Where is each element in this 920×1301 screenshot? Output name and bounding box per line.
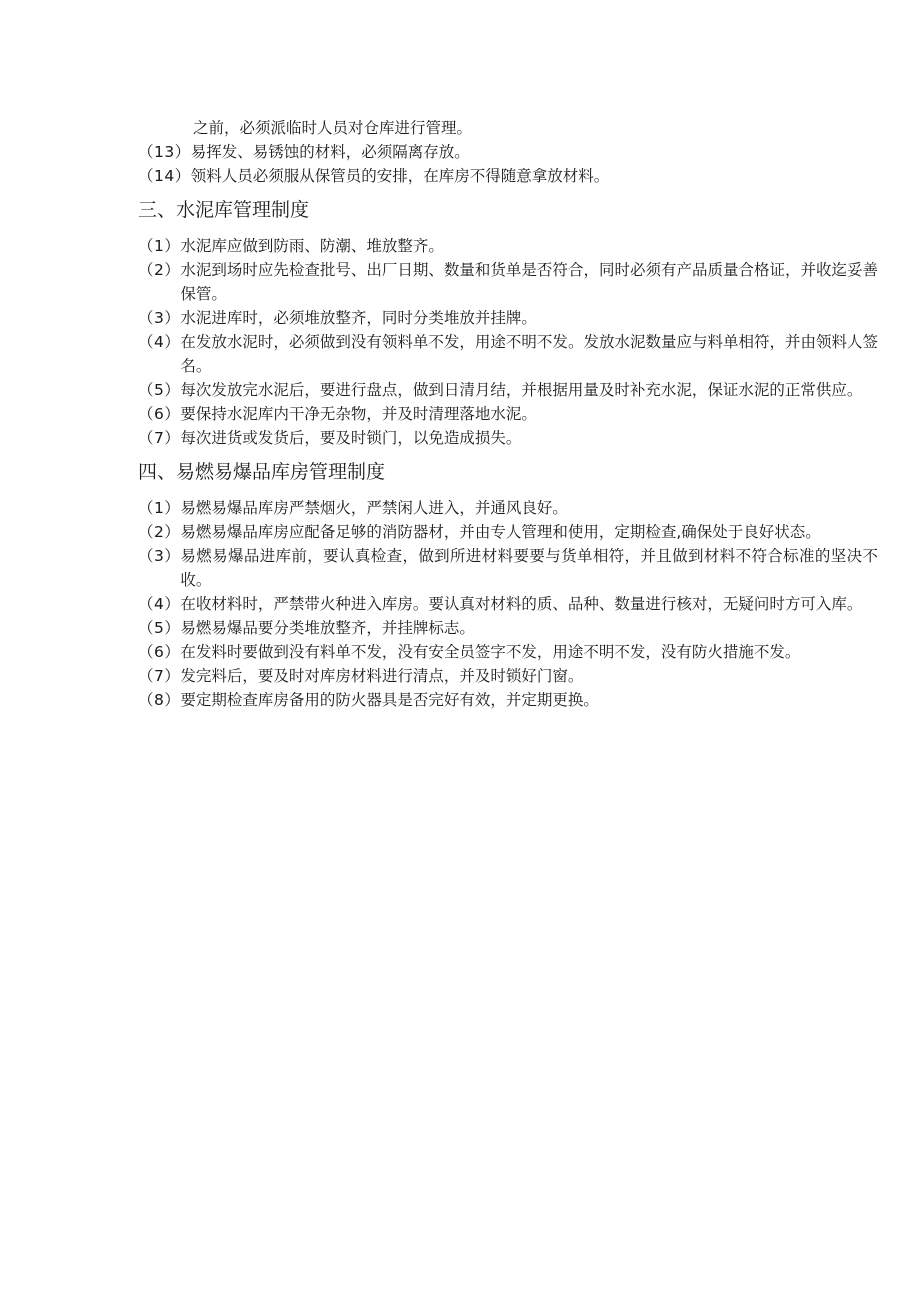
list-item (138, 164, 878, 188)
list-item (138, 520, 878, 544)
list-item (138, 544, 878, 592)
list-item (138, 330, 878, 378)
item-number: （3） (138, 547, 181, 565)
section-heading: 三、水泥库管理制度 (138, 199, 310, 221)
item-text: 要定期检查库房备用的防火器具是否完好有效，并定期更换。 (180, 691, 599, 709)
item-number: （1） (138, 499, 181, 517)
item-text: 易燃易爆品要分类堆放整齐，并挂牌标志。 (180, 619, 475, 637)
item-text: 要保持水泥库内干净无杂物，并及时清理落地水泥。 (180, 405, 537, 423)
item-text: 在发料时要做到没有料单不发，没有安全员签字不发，用途不明不发，没有防火措施不发。 (180, 643, 801, 661)
list-item (138, 616, 878, 640)
section-heading: 四、易燃易爆品库房管理制度 (138, 461, 386, 483)
list-item (138, 234, 878, 258)
list-item (138, 258, 878, 306)
section-cement-warehouse (138, 196, 878, 450)
item-number: （2） (138, 261, 181, 279)
item-number: （7） (138, 429, 181, 447)
list-item (138, 140, 878, 164)
item-number: （6） (138, 643, 181, 661)
item-text: 发完料后，要及时对库房材料进行清点，并及时锁好门窗。 (180, 667, 584, 685)
item-text: 易燃易爆品库房应配备足够的消防器材，并由专人管理和使用，定期检查,确保处于良好状态。 (180, 523, 821, 541)
section-flammable-warehouse (138, 458, 878, 712)
item-text: 在收材料时，严禁带火种进入库房。要认真对材料的质、品种、数量进行核对，无疑问时方可入库。 (180, 595, 863, 613)
item-text: 每次进货或发货后，要及时锁门，以免造成损失。 (180, 429, 522, 447)
item-number: （14） (138, 167, 191, 185)
item-number: （2） (138, 523, 181, 541)
list-item (138, 688, 878, 712)
document-body (138, 116, 878, 712)
item-text: 领料人员必须服从保管员的安排，在库房不得随意拿放材料。 (190, 167, 610, 185)
item-number: （5） (138, 619, 181, 637)
intro-block (138, 116, 878, 188)
item-continuation: 之前，必须派临时人员对仓库进行管理。 (193, 119, 473, 137)
item-number: （6） (138, 405, 181, 423)
list-item (138, 664, 878, 688)
item-number: （3） (138, 309, 181, 327)
item-text: 易挥发、易锈蚀的材料，必须隔离存放。 (190, 143, 470, 161)
item-text: 易燃易爆品库房严禁烟火，严禁闲人进入，并通风良好。 (180, 499, 568, 517)
item-number: （1） (138, 237, 181, 255)
item-text: 在发放水泥时，必须做到没有领料单不发，用途不明不发。发放水泥数量应与料单相符，并由领料人签名。 (180, 333, 878, 375)
item-number: （4） (138, 595, 181, 613)
list-item (138, 426, 878, 450)
list-item (138, 640, 878, 664)
list-item (138, 592, 878, 616)
list-item (138, 402, 878, 426)
list-item (138, 306, 878, 330)
item-text: 水泥库应做到防雨、防潮、堆放整齐。 (180, 237, 444, 255)
item-number: （8） (138, 691, 181, 709)
item-text: 易燃易爆品进库前，要认真检查，做到所进材料要要与货单相符，并且做到材料不符合标准的坚决不收。 (180, 547, 878, 589)
item-text: 每次发放完水泥后，要进行盘点，做到日清月结，并根据用量及时补充水泥，保证水泥的正常供应。 (180, 381, 863, 399)
item-text: 水泥到场时应先检查批号、出厂日期、数量和货单是否符合，同时必须有产品质量合格证，并收迄妥善保管。 (180, 261, 878, 303)
item-number: （5） (138, 381, 181, 399)
item-number: （13） (138, 143, 191, 161)
list-item (138, 378, 878, 402)
list-item (138, 496, 878, 520)
item-number: （7） (138, 667, 181, 685)
item-number: （4） (138, 333, 181, 351)
item-text: 水泥进库时，必须堆放整齐，同时分类堆放并挂牌。 (180, 309, 537, 327)
